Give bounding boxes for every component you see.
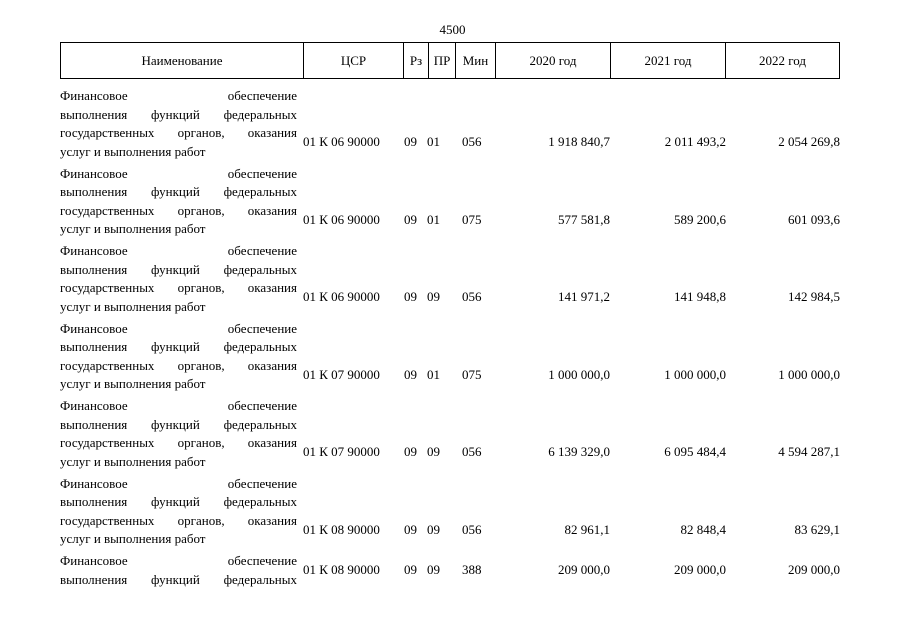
row-2022: 601 093,6 [788,211,840,227]
row-pr: 09 [427,562,440,577]
row-csr: 01 К 08 90000 [303,562,380,577]
row-csr: 01 К 07 90000 [303,444,380,459]
row-2020: 6 139 329,0 [548,444,610,459]
row-2021: 82 848,4 [680,521,726,537]
row-csr: 01 К 06 90000 [303,134,380,149]
row-2022: 2 054 269,8 [778,134,840,149]
row-min: 075 [462,366,482,382]
row-pr: 09 [427,521,440,537]
row-name: Финансовое обеспечение выполнения функций федеральных государственных органов, оказания услуг и выполнения работ [60,398,297,469]
row-pr: 01 [427,366,440,382]
row-csr: 01 К 08 90000 [303,521,380,537]
table-header [60,42,840,79]
row-csr: 01 К 07 90000 [303,366,380,382]
header-min: Мин [456,43,496,78]
table-row [60,552,840,630]
row-2020: 1 918 840,7 [548,134,610,149]
row-pr: 09 [427,289,440,304]
row-pr: 01 [427,211,440,227]
row-rz: 09 [404,562,417,577]
table-row [60,165,840,243]
row-2022: 209 000,0 [788,562,840,577]
table-body [60,87,840,630]
header-name: Наименование [61,43,304,78]
row-name: Финансовое обеспечение выполнения функций федеральных государственных органов, оказания услуг и выполнения работ [60,320,297,391]
row-2020: 1 000 000,0 [548,366,610,382]
row-2022: 1 000 000,0 [778,366,840,382]
row-csr: 01 К 06 90000 [303,211,380,227]
row-2022: 83 629,1 [794,521,840,537]
header-csr: ЦСР [304,43,404,78]
row-2021: 209 000,0 [674,562,726,577]
row-rz: 09 [404,134,417,149]
table-row [60,320,840,398]
header-pr: ПР [429,43,456,78]
row-2021: 589 200,6 [674,211,726,227]
row-min: 388 [462,562,482,577]
row-2021: 141 948,8 [674,289,726,304]
row-min: 056 [462,134,482,149]
row-rz: 09 [404,366,417,382]
row-2022: 4 594 287,1 [778,444,840,459]
row-min: 056 [462,444,482,459]
row-name: Финансовое обеспечение выполнения функций федеральных государственных органов, оказания услуг и выполнения работ [60,165,297,236]
header-2021: 2021 год [611,43,726,78]
row-2021: 2 011 493,2 [664,134,726,149]
row-min: 075 [462,211,482,227]
row-2020: 141 971,2 [558,289,610,304]
table-row [60,87,840,165]
row-pr: 09 [427,444,440,459]
row-rz: 09 [404,521,417,537]
header-2022: 2022 год [759,52,806,68]
row-2021: 1 000 000,0 [664,366,726,382]
row-pr: 01 [427,134,440,149]
table-row [60,475,840,553]
row-name: Финансовое обеспечение выполнения функций федеральных государственных органов, оказания услуг и выполнения работ [60,88,297,159]
row-rz: 09 [404,211,417,227]
page-number: 4500 [439,22,466,37]
row-2020: 209 000,0 [558,562,610,577]
row-name: Финансовое обеспечение выполнения функций федеральных государственных органов, оказания услуг и выполнения работ [60,243,297,314]
header-rz: Рз [404,43,429,78]
row-2022: 142 984,5 [788,289,840,304]
row-name: Финансовое обеспечение выполнения функций федеральных государственных органов, оказания услуг и выполнения работ [60,475,297,546]
row-rz: 09 [404,289,417,304]
row-2020: 82 961,1 [564,521,610,537]
header-2020: 2020 год [496,43,611,78]
row-name: Финансовое обеспечение выполнения функций федеральных [60,553,297,587]
table-row [60,242,840,320]
row-min: 056 [462,289,482,304]
row-2021: 6 095 484,4 [664,444,726,459]
row-2020: 577 581,8 [558,211,610,227]
row-rz: 09 [404,444,417,459]
row-min: 056 [462,521,482,537]
row-csr: 01 К 06 90000 [303,289,380,304]
table-row [60,397,840,475]
